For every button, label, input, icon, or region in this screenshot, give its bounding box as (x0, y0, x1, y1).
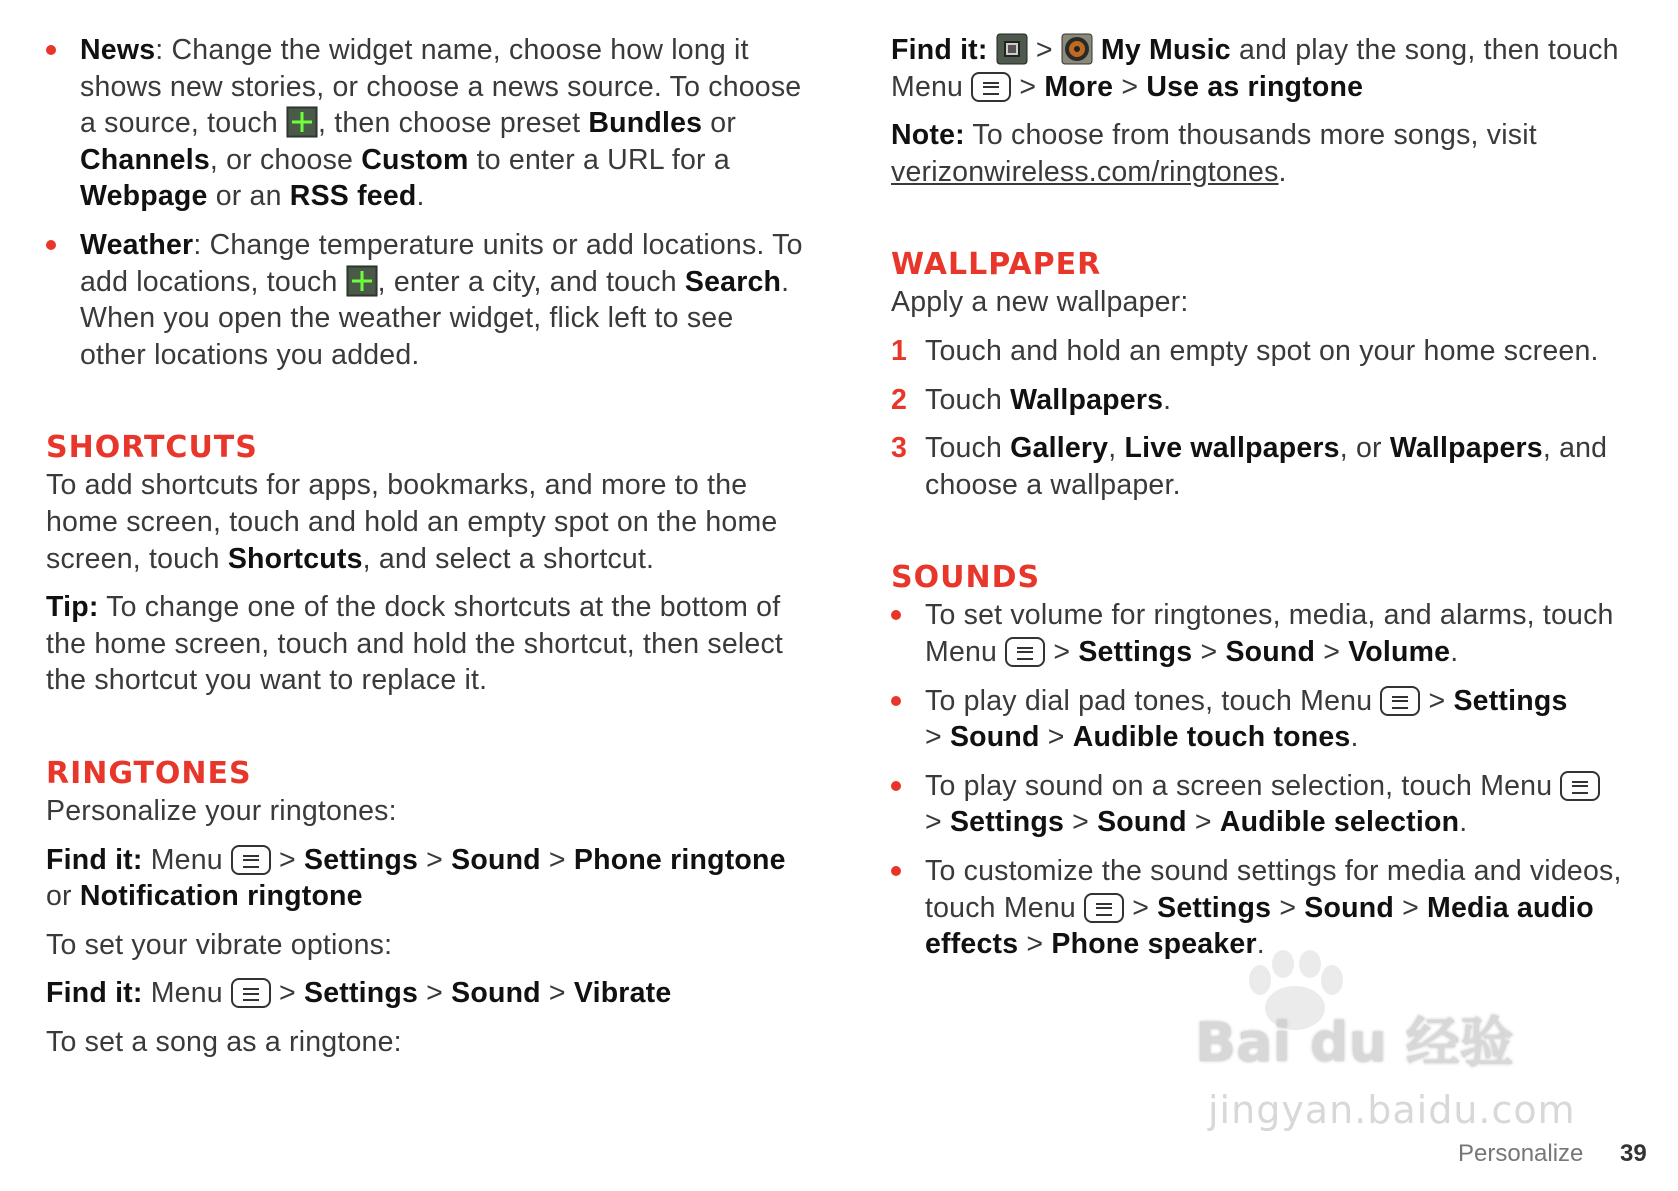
text: and play the song, then touch (1238, 34, 1619, 66)
news-label: News (80, 34, 156, 66)
separator: > (925, 806, 942, 839)
song-intro: To set a song as a ringtone: (46, 1025, 402, 1058)
wallpaper-heading: WALLPAPER (891, 247, 1102, 283)
text: . (1450, 635, 1459, 668)
text: Menu (150, 843, 223, 876)
gallery-label: Gallery (1010, 432, 1109, 465)
app-launcher-icon (996, 33, 1028, 65)
menu-icon (231, 845, 271, 875)
rss-label: RSS feed (289, 180, 417, 213)
search-label: Search (684, 265, 782, 298)
sound-label: Sound (451, 977, 541, 1010)
text: or (46, 880, 72, 913)
separator: > (426, 977, 444, 1010)
widget-settings-list (46, 32, 806, 373)
separator: > (1323, 635, 1341, 668)
tip-label: Tip: (46, 591, 99, 624)
separator: > (1194, 806, 1212, 839)
find-it-ringtone (46, 842, 806, 915)
phone-ringtone-label: Phone ringtone (573, 843, 786, 876)
wallpaper-steps (891, 333, 1643, 503)
separator: > (1026, 928, 1044, 961)
text: . When you open the weather widget, flick left to see other locations you added. (80, 265, 790, 371)
find-it-song (891, 32, 1643, 105)
menu-icon (1560, 771, 1600, 801)
separator: > (1035, 34, 1053, 66)
text: , or (1339, 432, 1390, 465)
vibrate-intro: To set your vibrate options: (46, 928, 393, 961)
step-item (891, 382, 1643, 419)
separator: > (1200, 635, 1218, 668)
text: . (1163, 383, 1172, 416)
separator: > (1053, 635, 1071, 668)
text: . (1350, 721, 1359, 754)
find-it-label: Find it: (46, 843, 143, 876)
settings-label: Settings (304, 843, 419, 876)
step-item (891, 333, 1643, 370)
ringtones-intro: Personalize your ringtones: (46, 794, 397, 827)
menu-icon (1005, 637, 1045, 667)
text: Menu (150, 977, 223, 1010)
step-number: 1 (891, 334, 908, 367)
ringtones-heading: RINGTONES (46, 755, 252, 791)
media-audio-effects-label: Media audio effects (925, 891, 1594, 961)
bundles-label: Bundles (588, 107, 703, 140)
text: . (1256, 928, 1265, 961)
list-item (891, 683, 1643, 756)
sounds-list (891, 597, 1643, 962)
text: or an (207, 180, 290, 213)
text: , or choose (209, 143, 362, 176)
note-label: Note: (891, 119, 965, 152)
step-item (891, 430, 1643, 503)
wallpapers-label: Wallpapers (1389, 432, 1543, 465)
vibrate-label: Vibrate (573, 977, 672, 1010)
menu-icon (971, 72, 1011, 102)
audible-touch-tones-label: Audible touch tones (1072, 721, 1351, 754)
text: . (416, 180, 425, 213)
settings-label: Settings (1453, 684, 1568, 717)
sounds-heading: SOUNDS (891, 560, 1041, 596)
sound-label: Sound (451, 843, 541, 876)
wallpaper-intro: Apply a new wallpaper: (891, 286, 1189, 319)
text: Touch and hold an empty spot on your home screen. (925, 334, 1599, 367)
text: or (702, 107, 737, 140)
footer-section-label: Personalize (1458, 1140, 1584, 1167)
text: To play dial pad tones, touch Menu (925, 684, 1381, 717)
list-item-news (46, 32, 806, 215)
use-as-ringtone-label: Use as ringtone (1146, 70, 1364, 103)
menu-icon (231, 978, 271, 1008)
text: To customize the sound settings for media and videos, touch Menu (925, 854, 1622, 924)
menu-icon (1380, 686, 1420, 716)
tip-paragraph (46, 589, 806, 699)
separator: > (1132, 891, 1150, 924)
separator: > (925, 721, 942, 754)
text: To play sound on a screen selection, touch Menu (925, 769, 1561, 802)
find-it-label: Find it: (891, 34, 988, 66)
text: To set volume for ringtones, media, and alarms, touch Menu (925, 599, 1614, 668)
page-number: 39 (1620, 1140, 1647, 1167)
sound-label: Sound (1097, 806, 1187, 839)
list-item (891, 853, 1643, 963)
separator: > (1428, 684, 1446, 717)
settings-label: Settings (304, 977, 419, 1010)
text: Touch (925, 432, 1011, 465)
sound-label: Sound (1225, 635, 1316, 668)
text: To add shortcuts for apps, bookmarks, and more to the home screen, touch and hold an empty spot on the home screen, touch (46, 469, 778, 575)
text: , and select a shortcut. (362, 542, 655, 575)
text: To change one of the dock shortcuts at the bottom of the home screen, touch and hold the shortcut, then select the shortcut you want to replace it. (46, 591, 784, 697)
text: , enter a city, and touch (377, 265, 685, 298)
step-number: 3 (891, 432, 908, 465)
music-app-icon (1061, 33, 1093, 65)
list-item-weather (46, 227, 806, 373)
find-it-vibrate (46, 975, 806, 1012)
sound-label: Sound (1304, 891, 1394, 924)
text: . (1278, 155, 1287, 188)
note-paragraph (891, 117, 1643, 190)
notification-ringtone-label: Notification ringtone (79, 880, 363, 913)
separator: > (548, 843, 566, 876)
step-number: 2 (891, 383, 908, 416)
text: Menu (891, 70, 964, 103)
separator: > (548, 977, 566, 1010)
phone-speaker-label: Phone speaker (1051, 928, 1257, 961)
channels-label: Channels (80, 143, 210, 176)
text: . (1459, 806, 1468, 839)
text: To choose from thousands more songs, visit (964, 119, 1537, 152)
ringtones-link[interactable]: verizonwireless.com/ringtones (891, 155, 1279, 188)
text: Touch (925, 383, 1011, 416)
left-column (46, 32, 806, 1072)
find-it-label: Find it: (46, 977, 143, 1010)
text: : Change temperature units or add locations. To add locations, touch (80, 228, 803, 298)
add-icon (346, 265, 378, 297)
audible-selection-label: Audible selection (1219, 806, 1460, 839)
separator: > (1047, 721, 1065, 754)
menu-icon (1084, 893, 1124, 923)
separator: > (426, 843, 444, 876)
volume-label: Volume (1348, 635, 1451, 668)
watermark-brand: Bai du 经验 (1195, 1011, 1514, 1074)
webpage-label: Webpage (80, 180, 208, 213)
live-wallpapers-label: Live wallpapers (1124, 432, 1340, 465)
right-column (891, 32, 1643, 975)
weather-label: Weather (80, 228, 194, 261)
separator: > (1402, 891, 1419, 924)
watermark-url: jingyan.baidu.com (1208, 1088, 1576, 1132)
separator: > (1279, 891, 1297, 924)
text: : Change the widget name, choose how long it shows new stories, or choose a news source. To choose a source, touch (80, 34, 802, 140)
text: to enter a URL for a (468, 143, 730, 176)
text: , then choose preset (317, 107, 589, 140)
separator: > (279, 843, 296, 876)
settings-label: Settings (949, 806, 1064, 839)
my-music-label: My Music (1100, 34, 1231, 66)
separator: > (1019, 70, 1037, 103)
list-item (891, 768, 1643, 841)
settings-label: Settings (1157, 891, 1272, 924)
settings-label: Settings (1078, 635, 1193, 668)
sound-label: Sound (949, 721, 1040, 754)
shortcuts-label: Shortcuts (227, 542, 363, 575)
separator: > (279, 977, 296, 1010)
text: , (1108, 432, 1125, 465)
shortcuts-paragraph (46, 467, 806, 577)
wallpapers-label: Wallpapers (1010, 383, 1164, 416)
separator: > (1121, 70, 1139, 103)
separator: > (1072, 806, 1089, 839)
custom-label: Custom (361, 143, 469, 176)
shortcuts-heading: SHORTCUTS (46, 430, 258, 466)
list-item (891, 597, 1643, 670)
add-icon (286, 106, 318, 138)
text: , and choose a wallpaper. (925, 432, 1608, 501)
more-label: More (1044, 70, 1114, 103)
